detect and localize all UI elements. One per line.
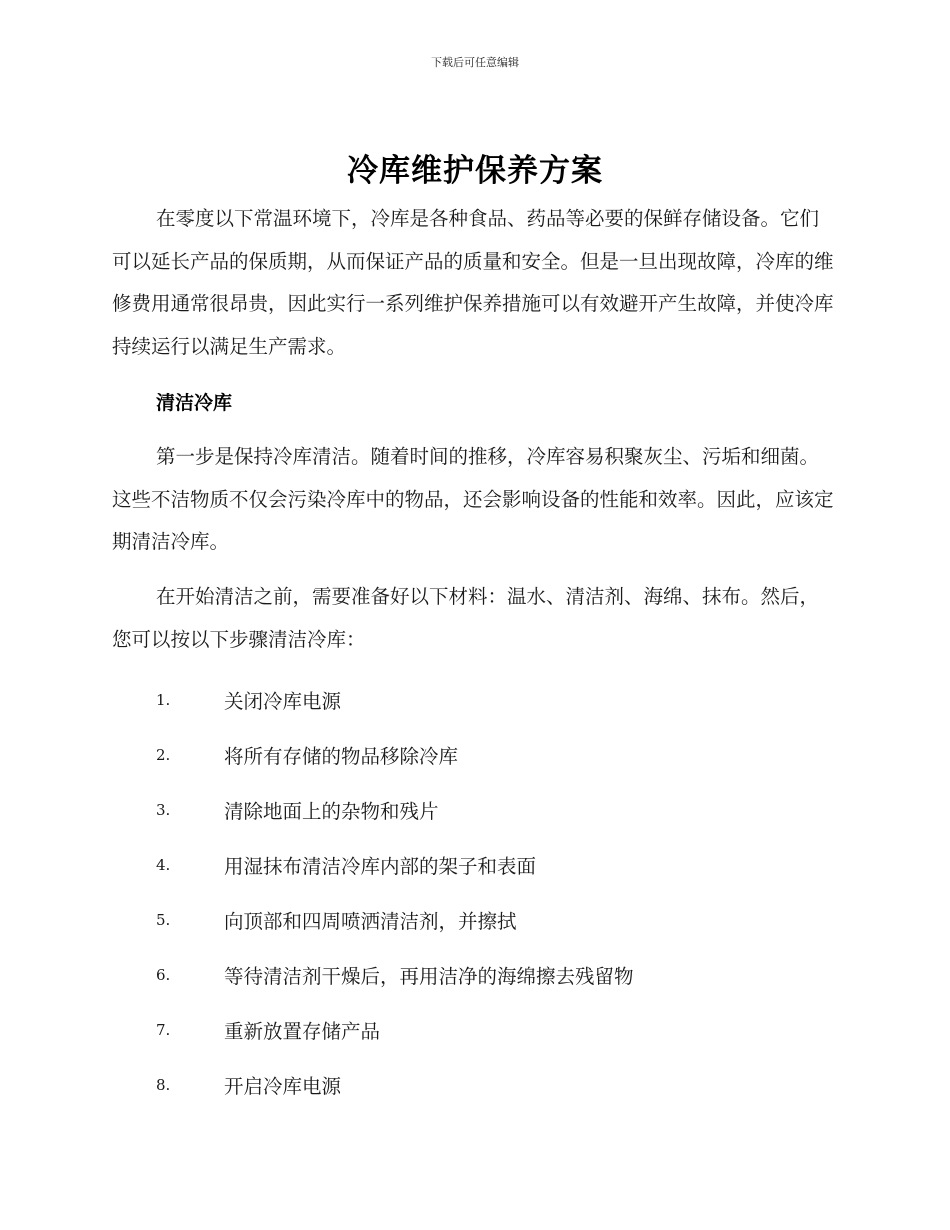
cleaning-steps-list xyxy=(156,672,634,1112)
intro-paragraph: 在零度以下常温环境下，冷库是各种食品、药品等必要的保鲜存储设备。它们可以延长产品的保质期，从而保证产品的质量和安全。但是一旦出现故障，冷库的维修费用通常很昂贵，因此实行一系列维护保养措施可以有效避开产生故障，并使冷库持续运行以满足生产需求。 xyxy=(112,207,834,358)
materials-paragraph: 在开始清洁之前，需要准备好以下材料：温水、清洁剂、海绵、抹布。然后，您可以按以下步骤清洁冷库： xyxy=(112,585,820,651)
step-text: 向顶部和四周喷洒清洁剂，并擦拭 xyxy=(224,909,517,933)
list-item xyxy=(156,947,634,1002)
list-item xyxy=(156,782,634,837)
document-title: 冷库维护保养方案 xyxy=(347,153,603,189)
step-number: 7. xyxy=(156,1020,171,1039)
step-text: 关闭冷库电源 xyxy=(224,689,342,713)
step-number: 1. xyxy=(156,690,171,709)
section-heading: 清洁冷库 xyxy=(156,392,233,414)
step-number: 6. xyxy=(156,965,171,984)
list-item xyxy=(156,672,634,727)
step-number: 3. xyxy=(156,800,171,819)
step-number: 4. xyxy=(156,855,171,874)
list-item xyxy=(156,1002,634,1057)
step-text: 开启冷库电源 xyxy=(224,1074,342,1098)
step-text: 等待清洁剂干燥后，再用洁净的海绵擦去残留物 xyxy=(224,964,634,988)
step-number: 2. xyxy=(156,745,171,764)
step-text: 用湿抹布清洁冷库内部的架子和表面 xyxy=(224,854,537,878)
step-number: 5. xyxy=(156,910,171,929)
step-text: 重新放置存储产品 xyxy=(224,1019,381,1043)
list-item xyxy=(156,837,634,892)
list-item xyxy=(156,727,634,782)
list-item xyxy=(156,892,634,947)
list-item xyxy=(156,1057,634,1112)
step-text: 将所有存储的物品移除冷库 xyxy=(224,744,459,768)
step-number: 8. xyxy=(156,1075,171,1094)
step-text: 清除地面上的杂物和残片 xyxy=(224,799,439,823)
step-one-paragraph: 第一步是保持冷库清洁。随着时间的推移，冷库容易积聚灰尘、污垢和细菌。这些不洁物质不仅会污染冷库中的物品，还会影响设备的性能和效率。因此，应该定期清洁冷库。 xyxy=(112,445,834,553)
page-header: 下载后可任意编辑 xyxy=(431,56,519,69)
